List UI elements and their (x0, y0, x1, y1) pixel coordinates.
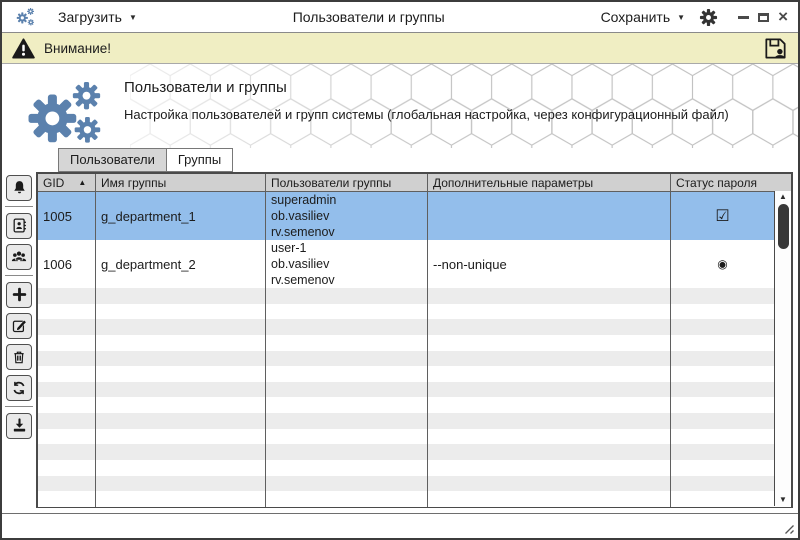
cell-group-users: user-1 ob.vasiliev rv.semenov (266, 240, 428, 288)
tab-users[interactable]: Пользователи (58, 148, 167, 172)
trash-icon (11, 349, 27, 365)
refresh-button[interactable] (6, 375, 32, 401)
user-groups-button[interactable] (6, 244, 32, 270)
column-header-users[interactable]: Пользователи группы (266, 174, 428, 191)
table-row-empty (38, 319, 791, 335)
save-dropdown-label: Сохранить (600, 9, 671, 25)
table-empty-rows (38, 288, 791, 507)
close-button[interactable]: × (778, 7, 788, 26)
page-header (2, 64, 798, 148)
tab-groups[interactable]: Группы (166, 148, 233, 172)
minimize-button[interactable] (738, 16, 749, 19)
table-row-empty (38, 460, 791, 476)
titlebar (2, 2, 798, 33)
table-row-empty (38, 491, 791, 507)
table-row[interactable] (38, 192, 791, 240)
cell-gid: 1005 (38, 192, 96, 240)
table-row-empty (38, 444, 791, 460)
table-header-row (38, 174, 791, 192)
password-status-radio-icon[interactable]: ◉ (717, 257, 728, 271)
table-row-empty (38, 288, 791, 304)
delete-button[interactable] (6, 344, 32, 370)
cell-group-name: g_department_2 (96, 240, 266, 288)
resize-grip-icon[interactable] (781, 521, 795, 535)
toolbar-separator (5, 206, 33, 207)
load-dropdown-label: Загрузить (58, 9, 122, 25)
save-dropdown-button[interactable] (601, 9, 686, 25)
table-row-empty (38, 351, 791, 367)
cell-gid: 1006 (38, 240, 96, 288)
tab-bar (2, 148, 798, 172)
left-toolbar (2, 172, 36, 441)
sort-asc-icon: ▲ (78, 178, 87, 187)
download-button[interactable] (6, 413, 32, 439)
address-book-icon (11, 217, 28, 234)
table-row-empty (38, 304, 791, 320)
gears-logo (12, 72, 107, 144)
load-dropdown-button[interactable] (58, 9, 137, 25)
status-bar (2, 513, 798, 538)
table-row-empty (38, 335, 791, 351)
scrollbar-thumb[interactable] (778, 204, 789, 249)
warning-triangle-icon (12, 38, 35, 59)
warning-text: Внимание! (44, 40, 112, 56)
settings-gear-icon[interactable] (699, 8, 718, 27)
edit-button[interactable] (6, 313, 32, 339)
edit-pencil-icon (11, 317, 28, 334)
table-row-empty (38, 366, 791, 382)
bell-icon (11, 179, 28, 196)
warning-banner (2, 33, 798, 64)
table-row-empty (38, 382, 791, 398)
table-row-empty (38, 429, 791, 445)
users-group-icon (10, 248, 28, 266)
download-icon (11, 417, 28, 434)
table-row[interactable] (38, 240, 791, 288)
save-user-floppy-icon[interactable] (763, 36, 788, 61)
page-subtitle: Настройка пользователей и групп системы (глобальная настройка, через конфигурационный файл) (124, 107, 729, 122)
cell-group-users: superadmin ob.vasiliev rv.semenov (266, 192, 428, 240)
table-row-empty (38, 476, 791, 492)
column-header-gid[interactable]: GID ▲ (38, 174, 96, 191)
chevron-down-icon: ▼ (677, 12, 686, 22)
refresh-icon (11, 380, 27, 396)
password-status-checkbox-icon[interactable]: ☑ (715, 208, 730, 225)
scroll-down-icon[interactable]: ▼ (779, 495, 787, 504)
toolbar-separator (5, 406, 33, 407)
scroll-up-icon[interactable]: ▲ (779, 192, 787, 201)
toolbar-separator (5, 275, 33, 276)
add-button[interactable] (6, 282, 32, 308)
chevron-down-icon: ▼ (128, 12, 137, 22)
window-title: Пользователи и группы (292, 9, 445, 25)
plus-icon (11, 286, 28, 303)
cell-extra-params (428, 192, 671, 240)
address-book-button[interactable] (6, 213, 32, 239)
column-header-status[interactable]: Статус пароля (676, 175, 758, 190)
table-row-empty (38, 397, 791, 413)
cell-extra-params: --non-unique (428, 240, 671, 288)
column-header-params[interactable]: Дополнительные параметры (428, 174, 671, 191)
maximize-button[interactable] (758, 13, 769, 22)
cell-group-name: g_department_1 (96, 192, 266, 240)
groups-table (36, 172, 793, 508)
main-area (2, 172, 798, 513)
table-row-empty (38, 413, 791, 429)
column-header-name[interactable]: Имя группы (96, 174, 266, 191)
page-title: Пользователи и группы (124, 79, 287, 96)
notifications-button[interactable] (6, 175, 32, 201)
app-logo-gears-icon (12, 5, 40, 29)
vertical-scrollbar[interactable] (774, 191, 791, 506)
